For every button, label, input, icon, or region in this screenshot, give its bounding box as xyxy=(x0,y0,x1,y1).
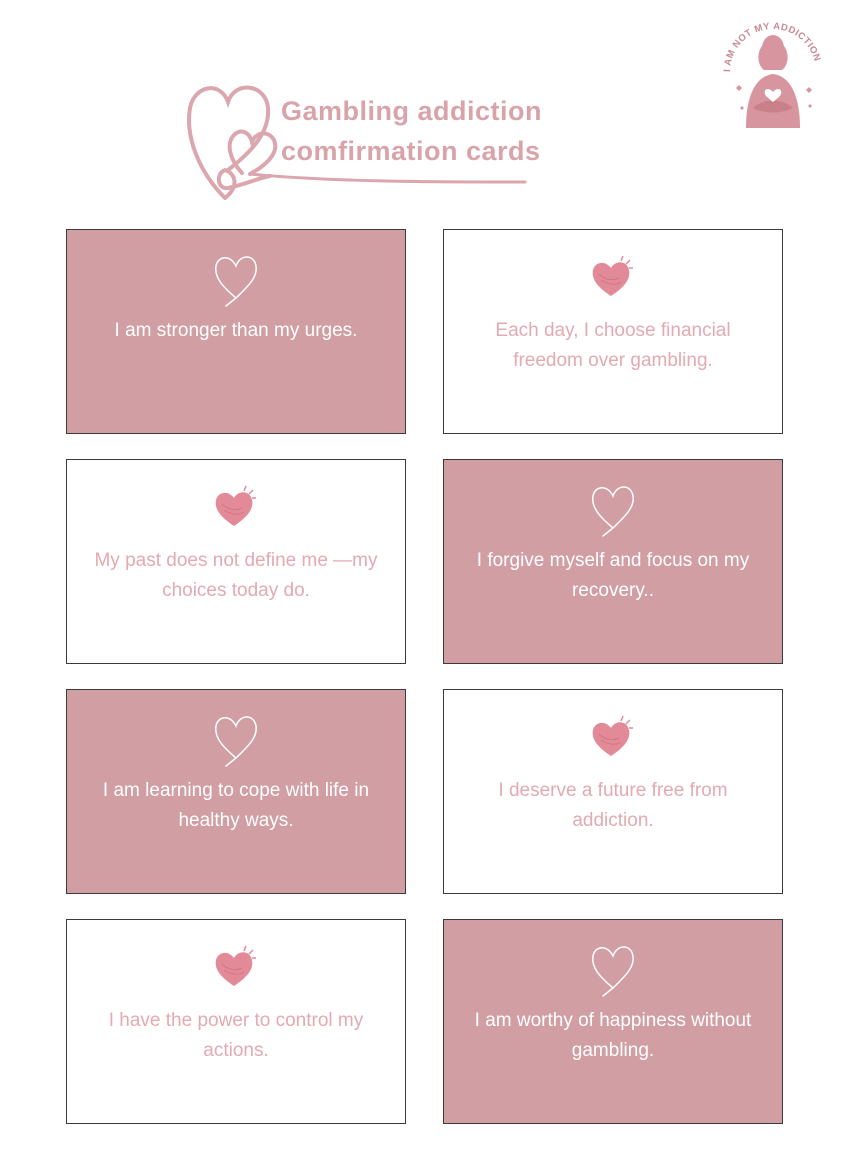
woman-hugging-heart-icon xyxy=(736,35,812,128)
filled-heart-icon xyxy=(206,938,266,998)
affirmation-text: I am learning to cope with life in healthy ways. xyxy=(102,780,370,831)
page-title-line-1: Gambling addiction xyxy=(281,96,543,126)
affirmation-text: My past does not define me —my choices today do. xyxy=(94,550,378,601)
affirmation-card xyxy=(443,459,783,664)
affirmation-text: I deserve a future free from addiction. xyxy=(498,780,728,831)
outline-heart-icon xyxy=(583,938,643,998)
affirmation-card xyxy=(443,689,783,894)
filled-heart-icon xyxy=(583,708,643,768)
affirmation-card xyxy=(66,229,406,434)
affirmation-card xyxy=(66,689,406,894)
outline-heart-icon xyxy=(206,708,266,768)
brand-text: I AM NOT MY ADDICTION xyxy=(721,20,823,73)
affirmation-text: I forgive myself and focus on my recovery.. xyxy=(476,550,750,601)
outline-heart-icon xyxy=(206,248,266,308)
affirmation-text: I am worthy of happiness without gambling. xyxy=(474,1010,752,1061)
affirmation-card xyxy=(443,919,783,1124)
outline-heart-icon xyxy=(583,478,643,538)
page-title-line-2: comfirmation cards xyxy=(281,136,541,166)
affirmation-card xyxy=(66,459,406,664)
brand-logo xyxy=(716,10,830,134)
filled-heart-icon xyxy=(583,248,643,308)
filled-heart-icon xyxy=(206,478,266,538)
affirmation-text: I am stronger than my urges. xyxy=(114,320,358,341)
header xyxy=(0,0,852,220)
affirmation-card xyxy=(443,229,783,434)
affirmation-card xyxy=(66,919,406,1124)
affirmation-text: Each day, I choose financial freedom over gambling. xyxy=(495,320,731,371)
affirmation-text: I have the power to control my actions. xyxy=(108,1010,364,1061)
